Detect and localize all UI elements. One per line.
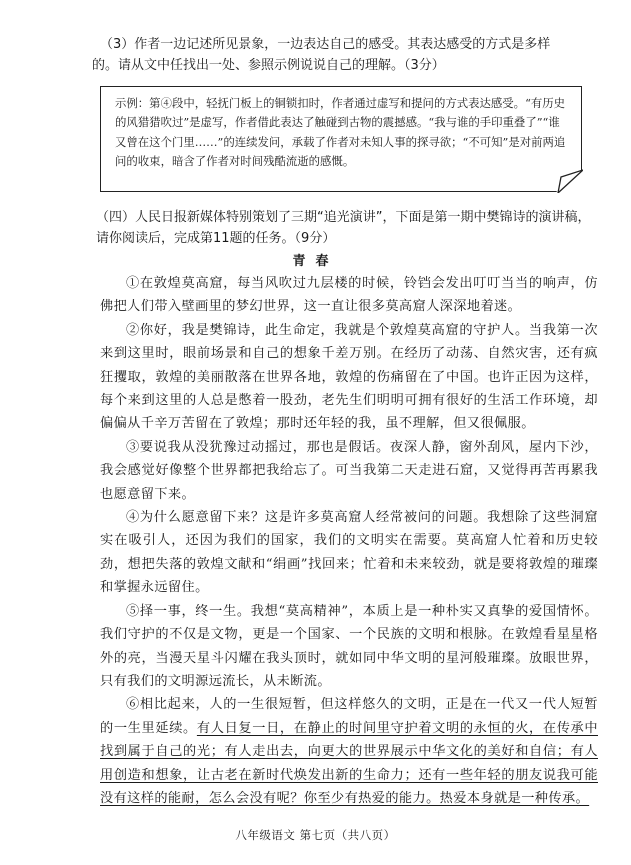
paragraph-4: ④为什么愿意留下来？这是许多莫高窟人经常被问的问题。我想除了这些洞窟实在吸引人，还因为我们的国家，我们的文明实在需要。莫高窟人忙着和历史较劲，想把失落的敦煌文献和“绢画”找回来；忙着和未来较劲，就是要将敦煌的璀璨和掌握永远留住。 [100, 510, 598, 596]
question-3-line-2: 的。请从文中任找出一处、参照示例说说自己的理解。（3分） [92, 58, 445, 73]
paragraph-2: ②你好，我是樊锦诗，此生命定，我就是个敦煌莫高窟的守护人。当我第一次来到这里时，眼前场景和自己的想象千差万别。在经历了动荡、自然灾害，还有疯狂攫取，敦煌的美丽散落在世界各地，敦煌的伤痛留在了中国。也许正因为这样，每个来到这里的人总是憋着一股劲，老先生们明明可拥有很好的生活工作环境，却偏偏从千辛万苦留在了敦煌；那时还年轻的我，虽不理解，但又很佩服。 [100, 322, 598, 432]
paragraph-6 [100, 693, 598, 810]
paragraph-5: ⑤择一事，终一生。我想“莫高精神”，本质上是一种朴实又真挚的爱国情怀。我们守护的不仅是文物，更是一个国家、一个民族的文明和根脉。在敦煌看星星格外的亮，当漫天星斗闪耀在我头顶时，就如同中华文明的星河般璀璨。放眼世界，只有我们的文明源远流长，从未断流。 [100, 603, 598, 689]
paragraph-6-underlined: 有人日复一日，在静止的时间里守护着文明的永恒的火，在传承中找到属于自己的光；有人走出去，向更大的世界展示中华文化的美好和自信；有人用创造和想象，让古老在新时代焕发出新的生命力；还有一些年轻的朋友说我可能没有这样的能耐，怎么会没有呢？你至少有热爱的能力。热爱本身就是一种传承。 [100, 720, 598, 806]
section-4-intro: （四）人民日报新媒体特别策划了三期“追光演讲”，下面是第一期中樊锦诗的演讲稿，请你阅读后，完成第11题的任务。（9分） [96, 210, 591, 246]
example-text: 示例：第④段中，轻抚门板上的铜锁扣时，作者通过虚写和提问的方式表达感受。“有历史的风猎猎吹过”是虚写，作者借此表达了触碰到古物的震撼感。“我与谁的手印重叠了”“谁又曾在这个门里……”的连续发问，承载了作者对未知人事的探寻欲；“不可知”是对前两追问的收束，暗含了作者对时间残酷流逝的感慨。 [115, 96, 566, 168]
paragraph-3: ③要说我从没犹豫过动摇过，那也是假话。夜深人静，窗外刮风，屋内下沙，我会感觉好像整个世界都把我给忘了。可当我第二天走进石窟，又觉得再苦再累我也愿意留下来。 [100, 439, 598, 502]
question-3 [92, 34, 592, 76]
paragraph-1: ①在敦煌莫高窟，每当风吹过九层楼的时候，铃铛会发出叮叮当当的响声，仿佛把人们带入壁画里的梦幻世界，这一直让很多莫高窟人深深地着迷。 [100, 276, 598, 315]
example-box [100, 86, 582, 192]
question-3-line-1: （3）作者一边记述所见景象，一边表达自己的感受。其表达感受的方式是多样 [100, 37, 551, 52]
paragraph-6-text: ⑥相比起来，人的一生很短暂，但这样悠久的文明，正是在一代又一代人短暂的一生里延续。 [100, 697, 598, 736]
page-footer: 八年级语文 第七页（共八页） [235, 828, 396, 842]
essay-body [100, 272, 598, 810]
essay-title: 青春 [292, 254, 339, 269]
folded-corner-icon [555, 169, 583, 193]
